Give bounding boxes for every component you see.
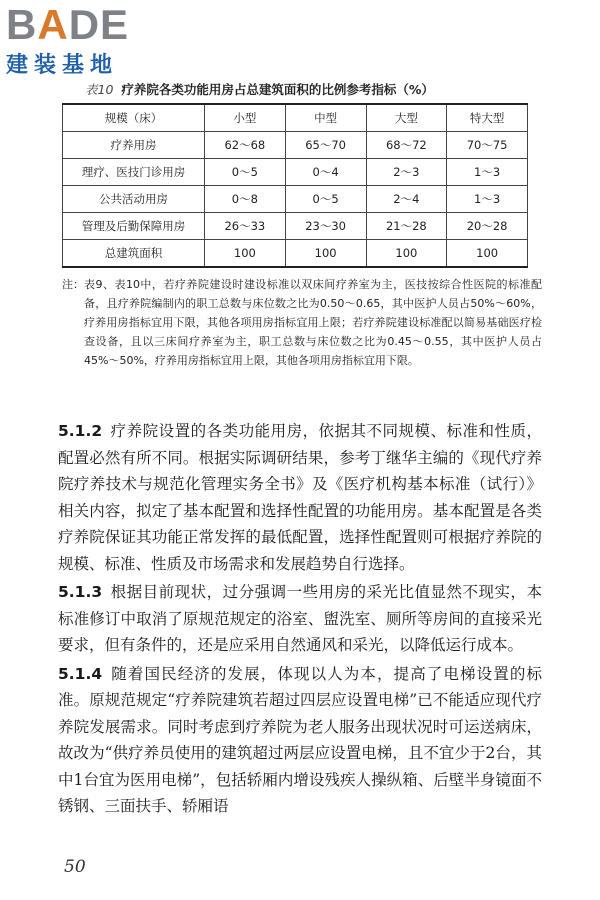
table-header-row	[63, 104, 528, 132]
section-number: 5.1.2	[58, 422, 103, 440]
bade-logo	[6, 1, 166, 78]
table-title: 疗养院各类功能用房占总建筑面积的比例参考指标（%）	[121, 82, 434, 97]
header-cell: 规模（床）	[63, 104, 205, 132]
table-number: 表10	[85, 82, 114, 97]
table-cell: 2～4	[366, 186, 447, 213]
table-note	[62, 275, 542, 370]
reference-table	[62, 103, 528, 268]
table-row	[63, 240, 528, 268]
header-cell: 小型	[205, 104, 286, 132]
table-cell: 1～3	[447, 186, 528, 213]
note-text: 表9、表10中，若疗养院建设时建设标准以双床间疗养室为主，医技按综合性医院的标准配备，且疗养院编制内的职工总数与床位数之比为0.50～0.65，其中医护人员占50%～60%，疗养用房指标宜用下限，其他各项用房指标宜用上限；若疗养院建设标准配以简易基础医疗检查设备，且以三床间疗养室为主，职工总数与床位数之比为0.45～0.55，其中医护人员占45%～50%，疗养用房指标宜用上限，其他各项用房指标宜用下限。	[84, 278, 542, 367]
row-label: 管理及后勤保障用房	[63, 213, 205, 240]
table-cell: 20～28	[447, 213, 528, 240]
table-row	[63, 186, 528, 213]
section-paragraph	[58, 418, 542, 577]
table-cell: 62～68	[205, 132, 286, 159]
table-cell: 21～28	[366, 213, 447, 240]
table-cell: 65～70	[285, 132, 366, 159]
table-cell: 0～5	[205, 159, 286, 186]
table-cell: 0～5	[285, 186, 366, 213]
table-cell: 26～33	[205, 213, 286, 240]
table-row	[63, 159, 528, 186]
row-label: 疗养用房	[63, 132, 205, 159]
header-cell: 中型	[285, 104, 366, 132]
page-number: 50	[64, 857, 86, 877]
table-row	[63, 132, 528, 159]
table-cell: 100	[205, 240, 286, 268]
section-text: 根据目前现状，过分强调一些用房的采光比值显然不现实，本标准修订中取消了原规范规定的浴室、盥洗室、厕所等房间的直接采光要求，但有条件的，还是应采用自然通风和采光，以降低运行成本。	[58, 583, 542, 654]
table-cell: 0～4	[285, 159, 366, 186]
table-cell: 100	[366, 240, 447, 268]
table-cell: 100	[447, 240, 528, 268]
table-cell: 68～72	[366, 132, 447, 159]
table-cell: 2～3	[366, 159, 447, 186]
section-text: 疗养院设置的各类功能用房，依据其不同规模、标准和性质，配置必然有所不同。根据实际调研结果，参考丁继华主编的《现代疗养院疗养技术与规范化管理实务全书》及《医疗机构基本标准（试行）》相关内容，拟定了基本配置和选择性配置的功能用房。基本配置是各类疗养院保证其功能正常发挥的最低配置，选择性配置则可根据疗养院的规模、标准、性质及市场需求和发展趋势自行选择。	[58, 422, 542, 573]
table-caption	[85, 80, 585, 98]
logo-subtitle: 建装基地	[6, 53, 119, 78]
table-cell: 0～8	[205, 186, 286, 213]
section-text: 随着国民经济的发展，体现以人为本，提高了电梯设置的标准。原规范规定“疗养院建筑若超过四层应设置电梯”已不能适应现代疗养院发展需求。同时考虑到疗养院为老人服务出现状况时可运送病床，故改为“供疗养员使用的建筑超过两层应设置电梯，且不宜少于2台，其中1台宜为医用电梯”，包括轿厢内增设残疾人操纵箱、后壁半身镜面不锈钢、三面扶手、轿厢语	[58, 664, 542, 815]
table-cell: 70～75	[447, 132, 528, 159]
row-label: 公共活动用房	[63, 186, 205, 213]
section-number: 5.1.4	[58, 664, 103, 683]
logo-brand: BADE	[6, 1, 130, 48]
table-cell: 100	[285, 240, 366, 268]
header-cell: 特大型	[447, 104, 528, 132]
note-label: 注：	[62, 278, 84, 291]
table-cell: 23～30	[285, 213, 366, 240]
table-cell: 1～3	[447, 159, 528, 186]
row-label: 理疗、医技门诊用房	[63, 159, 205, 186]
section-paragraph	[58, 661, 542, 820]
row-label: 总建筑面积	[63, 240, 205, 268]
section-paragraph	[58, 579, 542, 659]
section-number: 5.1.3	[58, 583, 103, 601]
reference-table-container	[62, 103, 528, 268]
header-cell: 大型	[366, 104, 447, 132]
table-row	[63, 213, 528, 240]
body-text	[58, 418, 542, 822]
